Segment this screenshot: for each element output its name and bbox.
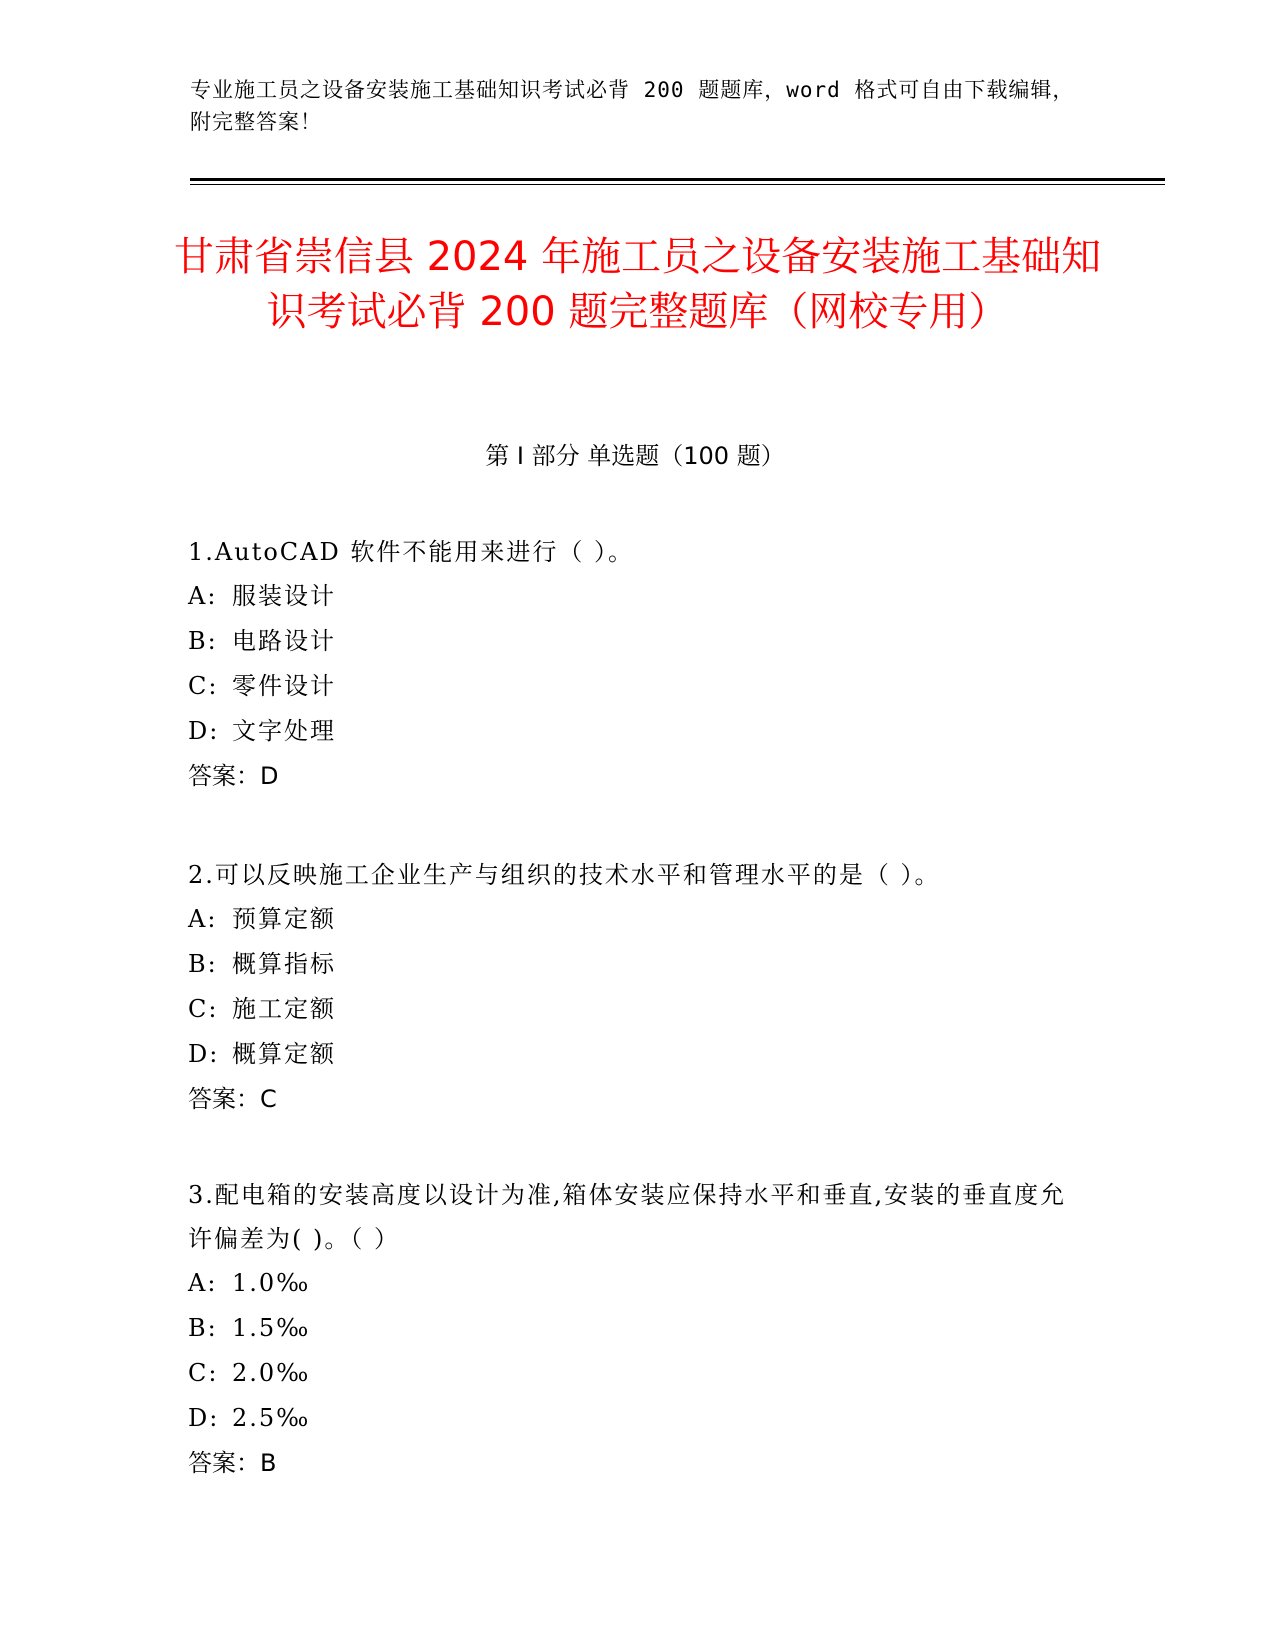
- option-key: A:: [188, 582, 218, 610]
- option-text: 文字处理: [232, 717, 336, 745]
- header-divider-thin: [190, 184, 1165, 185]
- answer: 答案：C: [188, 1085, 277, 1113]
- question-2: [188, 853, 1088, 1122]
- option-c: [188, 987, 1088, 1032]
- answer: 答案：D: [188, 762, 279, 790]
- option-d: [188, 1032, 1088, 1077]
- option-key: D:: [188, 1404, 220, 1432]
- option-text: 服装设计: [232, 582, 336, 610]
- option-a: [188, 574, 1088, 619]
- option-b: [188, 942, 1088, 987]
- option-a: [188, 897, 1088, 942]
- option-key: C:: [188, 995, 219, 1023]
- option-c: [188, 664, 1088, 709]
- option-text: 2.5‰: [232, 1404, 311, 1432]
- section-title: 第 I 部分 单选题（100 题）: [485, 442, 785, 470]
- document-title: 甘肃省崇信县 2024 年施工员之设备安装施工基础知识考试必背 200 题完整题库（网校专用）: [173, 234, 1102, 335]
- option-key: C:: [188, 1359, 219, 1387]
- option-text: 电路设计: [232, 627, 336, 655]
- option-text: 施工定额: [232, 995, 336, 1023]
- option-key: D:: [188, 1040, 220, 1068]
- option-a: [188, 1261, 1088, 1306]
- option-key: D:: [188, 717, 220, 745]
- option-c: [188, 1351, 1088, 1396]
- option-text: 1.0‰: [232, 1269, 311, 1297]
- option-b: [188, 1306, 1088, 1351]
- question-stem: 2.可以反映施工企业生产与组织的技术水平和管理水平的是（ ）。: [188, 861, 941, 889]
- question-3: [188, 1173, 1088, 1486]
- option-key: A:: [188, 905, 218, 933]
- option-key: B:: [188, 627, 218, 655]
- option-key: B:: [188, 1314, 218, 1342]
- option-d: [188, 709, 1088, 754]
- option-text: 概算指标: [232, 950, 336, 978]
- option-text: 概算定额: [232, 1040, 336, 1068]
- option-key: A:: [188, 1269, 218, 1297]
- option-text: 零件设计: [232, 672, 336, 700]
- option-b: [188, 619, 1088, 664]
- option-text: 预算定额: [232, 905, 336, 933]
- question-stem: 1.AutoCAD 软件不能用来进行（ ）。: [188, 538, 634, 566]
- option-text: 1.5‰: [232, 1314, 311, 1342]
- question-1: [188, 530, 1088, 799]
- answer: 答案：B: [188, 1449, 277, 1477]
- question-stem: 3.配电箱的安装高度以设计为准,箱体安装应保持水平和垂直,安装的垂直度允许偏差为( )。（ ）: [188, 1181, 1067, 1253]
- option-d: [188, 1396, 1088, 1441]
- header-note: 专业施工员之设备安装施工基础知识考试必背 200 题题库，word 格式可自由下载编辑，附完整答案！: [190, 78, 1075, 134]
- option-text: 2.0‰: [232, 1359, 311, 1387]
- option-key: C:: [188, 672, 219, 700]
- option-key: B:: [188, 950, 218, 978]
- header-divider-thick: [190, 178, 1165, 181]
